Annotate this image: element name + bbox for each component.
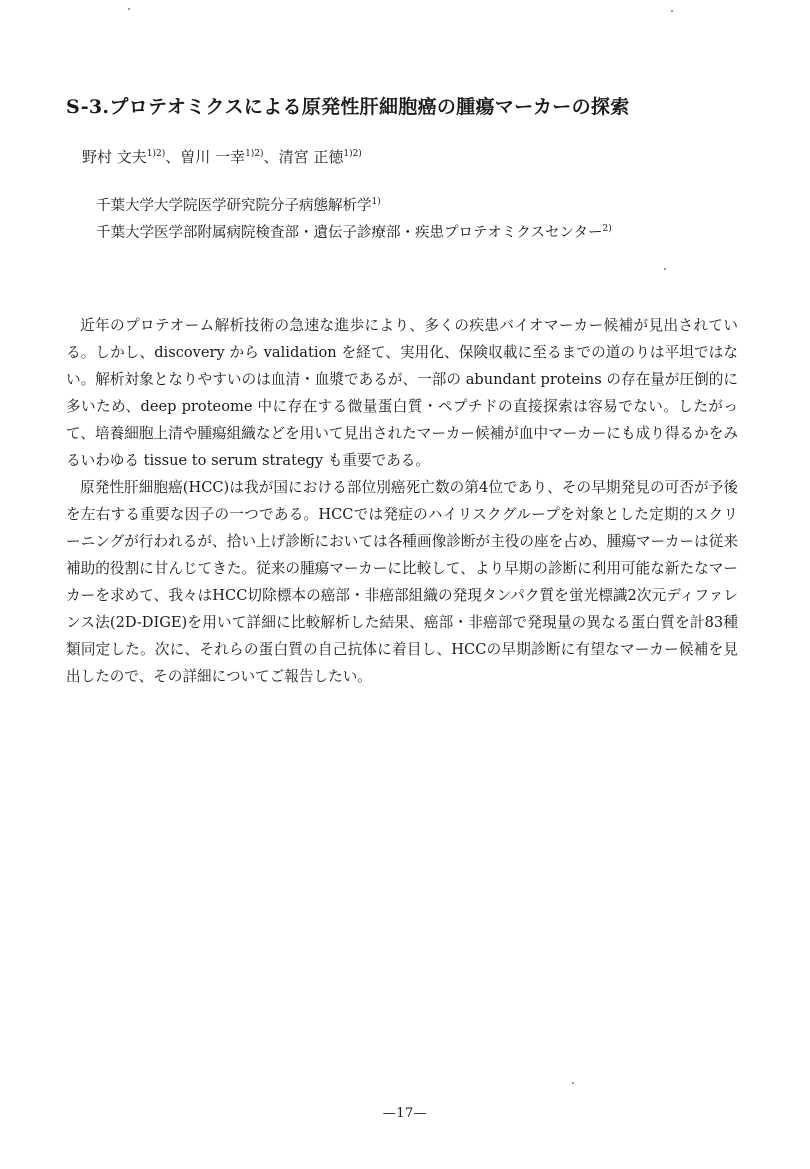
author <box>279 148 362 166</box>
paper-title: S-3.プロテオミクスによる原発性肝細胞癌の腫瘍マーカーの探索 <box>66 96 630 118</box>
author-affiliation-mark: 1)2) <box>245 149 264 159</box>
scan-speck <box>128 8 130 10</box>
affiliation-mark: 2) <box>602 224 612 234</box>
author <box>82 148 165 166</box>
body-paragraph: 原発性肝細胞癌(HCC)は我が国における部位別癌死亡数の第4位であり、その早期発見の可否が予後を左右する重要な因子の一つである。HCCでは発症のハイリスクグループを対象とした定期的スクリーニングが行われるが、拾い上げ診断においては各種画像診断が主役の座を占め、腫瘍マーカーは従来補助的役割に甘んじてきた。従来の腫瘍マーカーに比較して、より早期の診断に利用可能な新たなマーカーを求めて、我々はHCC切除標本の癌部・非癌部組織の発現タンパク質を蛍光標識2次元ディファレンス法(2D-DIGE)を用いて詳細に比較解析した結果、癌部・非癌部で発現量の異なる蛋白質を計83種類同定した。次に、それらの蛋白質の自己抗体に着目し、HCCの早期診断に有望なマーカー候補を見出したので、その詳細についてご報告したい。 <box>66 479 738 685</box>
body-paragraph: 近年のプロテオーム解析技術の急速な進歩により、多くの疾患バイオマーカー候補が見出されている。しかし、discovery から validation を経て、実用化、保険収載に至るまでの道のりは平坦ではない。解析対象となりやすいのは血清・血漿であるが、一部の abundant proteins の存在量が圧倒的に多いため、deep proteome 中に存在する微量蛋白質・ペプチドの直接探索は容易でない。したがって、培養細胞上清や腫瘍組織などを用いて見出されたマーカー候補が血中マーカーにも成り得るかをみるいわゆる tissue to serum strategy も重要である。 <box>66 317 738 469</box>
affiliation-list <box>96 193 612 247</box>
affiliation-text: 千葉大学医学部附属病院検査部・遺伝子診療部・疾患プロテオミクスセンター <box>96 225 603 241</box>
author-separator: 、 <box>165 148 181 166</box>
author-name: 野村 文夫 <box>82 148 147 166</box>
scan-speck <box>572 1082 574 1084</box>
affiliation-mark: 1) <box>371 197 381 207</box>
affiliation-text: 千葉大学大学院医学研究院分子病態解析学 <box>96 198 372 214</box>
author-name: 曽川 一幸 <box>180 148 246 166</box>
affiliation <box>96 220 612 247</box>
abstract-body <box>66 312 738 690</box>
author-affiliation-mark: 1)2) <box>146 149 166 159</box>
scan-speck <box>671 10 673 12</box>
page-number: —17— <box>382 1106 428 1121</box>
scan-speck <box>664 268 666 270</box>
author <box>180 148 263 166</box>
author-name: 清宮 正徳 <box>278 148 344 166</box>
author-list <box>82 146 362 167</box>
author-affiliation-mark: 1)2) <box>343 149 362 159</box>
affiliation <box>96 193 612 220</box>
author-separator: 、 <box>263 148 279 166</box>
